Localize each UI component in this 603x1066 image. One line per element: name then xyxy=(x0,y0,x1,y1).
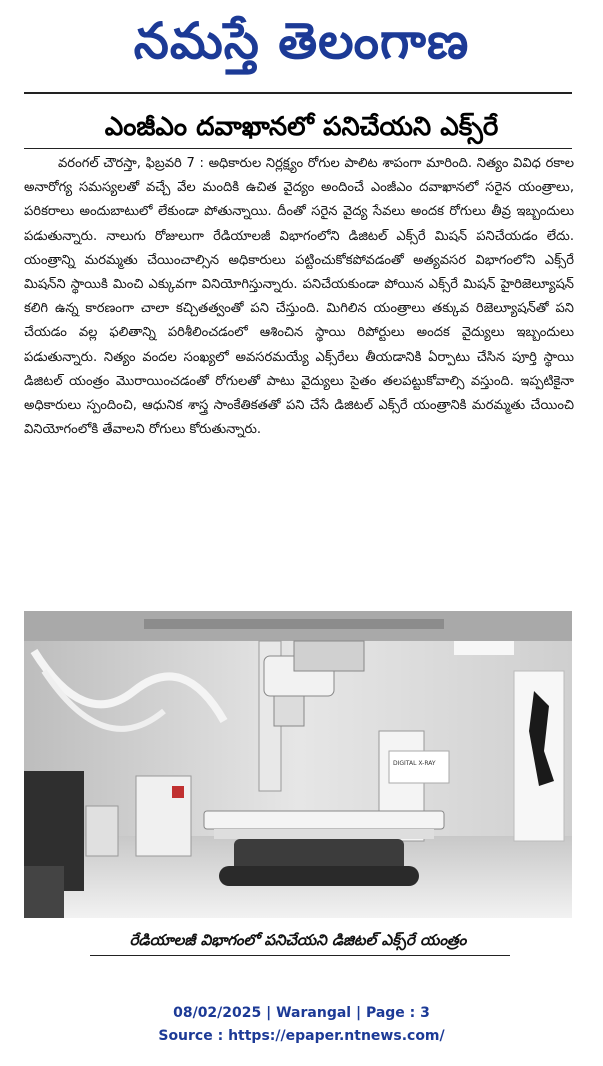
photo-caption: రేడియాలజీ విభాగంలో పనిచేయని డిజిటల్ ఎక్స్‌రే యంత్రం xyxy=(129,931,467,949)
article-body xyxy=(24,152,574,602)
machine-screen-label: DIGITAL X-RAY xyxy=(393,760,436,767)
masthead-divider xyxy=(24,92,572,94)
caption-divider xyxy=(90,955,510,956)
xray-room-photo xyxy=(24,611,572,918)
article-headline: ఎంజీఎం దవాఖానలో పనిచేయని ఎక్స్‌రే xyxy=(104,112,499,142)
footer-source-link[interactable]: Source : https://epaper.ntnews.com/ xyxy=(158,1028,445,1044)
masthead-logo: నమస్తే తెలంగాణ xyxy=(133,12,470,70)
footer-date-line: 08/02/2025 | Warangal | Page : 3 xyxy=(173,1005,430,1021)
article-paragraph: వరంగల్ చౌరస్తా, ఫిబ్రవరి 7 : అధికారుల నిర్లక్ష్యం రోగుల పాలిట శాపంగా మారింది. నిత్యం వివిధ రకాల అనారోగ్య సమస్యలతో వచ్చే వేల మందికి ఉచిత వైద్యం అందించే ఎంజీఎం దవాఖానలో సరైన యంత్రాలు, పరికరాలు అందుబాటులో లేకుండా పోతున్నాయి. దీంతో సరైన వైద్య సేవలు అందక రోగులు తీవ్ర ఇబ్బందులు పడుతున్నారు. నాలుగు రోజులుగా రేడియాలజీ విభాగంలోని డిజిటల్ ఎక్స్‌రే మిషన్ పనిచేయడం లేదు. యంత్రాన్ని మరమ్మతు చేయించాల్సిన అధికారులు పట్టించుకోకపోవడంతో అత్యవసర విభాగంలోని ఎక్స్‌రే మిషన్‌ని స్థాయికి మించి ఎక్కువగా వినియోగిస్తున్నారు. పనిచేయకుండా పోయిన ఎక్స్‌రే మిషన్ హైరిజెల్యూషన్ కలిగి ఉన్న కారణంగా చాలా కచ్చితత్వంతో పని చేస్తుంది. మిగిలిన యంత్రాలు తక్కువ రిజెల్యూషన్‌తో పని చేయడం వల్ల ఫలితాన్ని పరిశీలించడంలో ఆశించిన స్థాయి రిపోర్టులు అందక వైద్యులు ఇబ్బందులు పడుతున్నారు. నిత్యం వందల సంఖ్యలో అవసరమయ్యే ఎక్స్‌రేలు తీయడానికి ఏర్పాటు చేసిన పూర్తి స్థాయి డిజిటల్ యంత్రం మొరాయించడంతో రోగులతో పాటు వైద్యులు సైతం తలపట్టుకోవాల్సి వస్తుంది. ఇప్పటికైనా అధికారులు స్పందించి, ఆధునిక శాస్త్ర సాంకేతికతతో పని చేసే డిజిటల్ ఎక్స్‌రే యంత్రానికి మరమ్మతు చేయించి వినియోగంలోకి తేవాలని రోగులు కోరుతున్నారు. xyxy=(24,156,574,438)
headline-divider xyxy=(24,148,572,149)
